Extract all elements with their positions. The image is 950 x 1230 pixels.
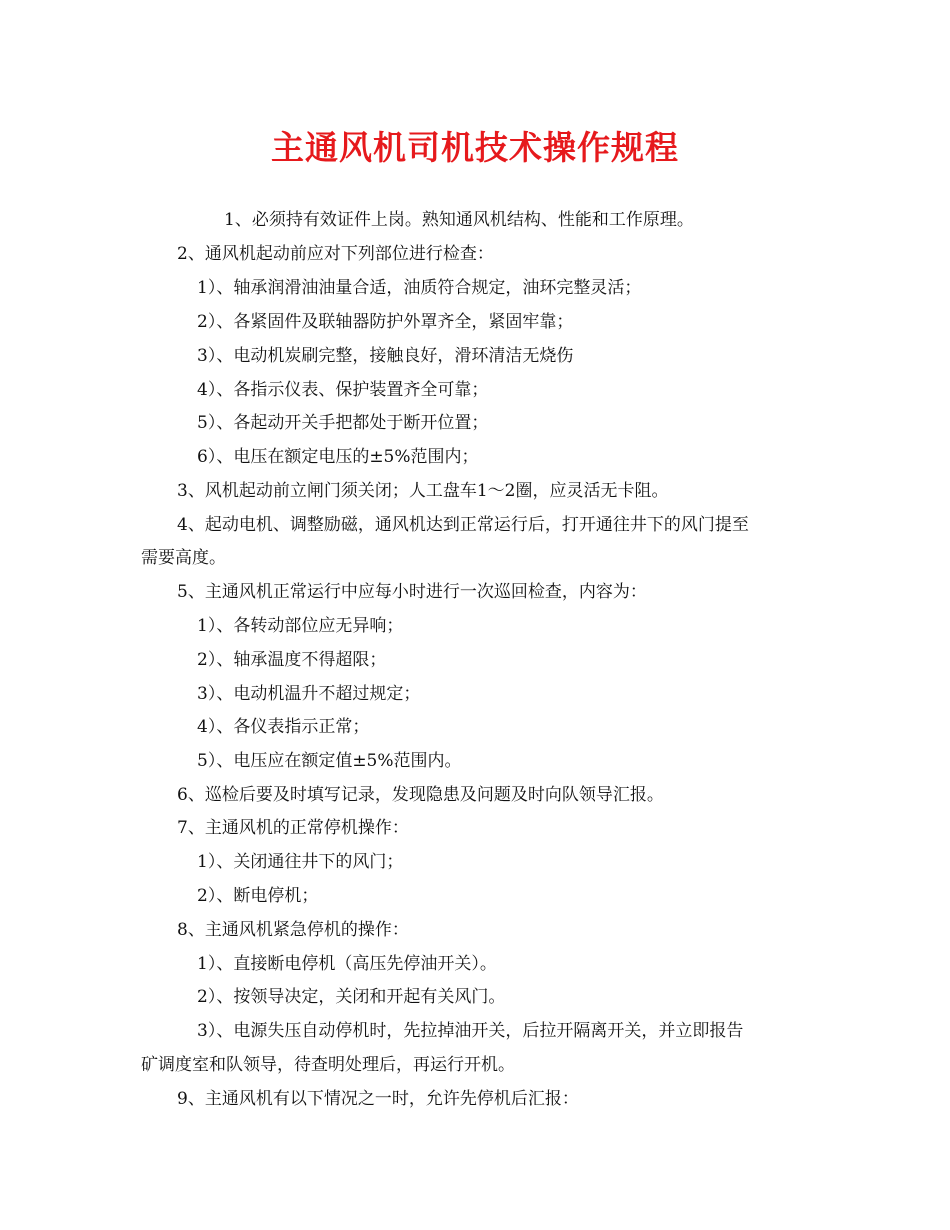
paragraph-line: 2）、断电停机； (197, 886, 319, 906)
paragraph-line: 7、主通风机的正常停机操作： (177, 818, 409, 838)
paragraph-line: 2）、按领导决定，关闭和开起有关风门。 (197, 987, 506, 1007)
paragraph-line: 需要高度。 (141, 548, 226, 568)
paragraph-line: 6、巡检后要及时填写记录，发现隐患及问题及时向队领导汇报。 (177, 785, 664, 805)
paragraph-line: 9、主通风机有以下情况之一时，允许先停机后汇报： (177, 1089, 579, 1109)
paragraph-line: 3、风机起动前立闸门须关闭；人工盘车1～2圈，应灵活无卡阻。 (177, 481, 669, 501)
paragraph-line: 1、必须持有效证件上岗。熟知通风机结构、性能和工作原理。 (224, 210, 694, 230)
paragraph-line: 1）、直接断电停机（高压先停油开关）。 (197, 954, 497, 974)
page-title: 主通风机司机技术操作规程 (271, 128, 679, 167)
paragraph-line: 6）、电压在额定电压的±5%范围内； (197, 447, 479, 467)
paragraph-line: 4、起动电机、调整励磁，通风机达到正常运行后，打开通往井下的风门提至 (177, 515, 749, 535)
paragraph-line: 2）、各紧固件及联轴器防护外罩齐全，紧固牢靠； (197, 312, 574, 332)
paragraph-line: 2）、轴承温度不得超限； (197, 650, 387, 670)
paragraph-line: 4）、各指示仪表、保护装置齐全可靠； (197, 380, 489, 400)
paragraph-line: 4）、各仪表指示正常； (197, 717, 370, 737)
paragraph-line: 1）、轴承润滑油油量合适，油质符合规定，油环完整灵活； (197, 278, 642, 298)
paragraph-line: 5、主通风机正常运行中应每小时进行一次巡回检查，内容为： (177, 582, 647, 602)
paragraph-line: 3）、电动机炭刷完整，接触良好，滑环清洁无烧伤 (197, 346, 574, 366)
paragraph-line: 1）、关闭通往井下的风门； (197, 852, 404, 872)
paragraph-line: 2、通风机起动前应对下列部位进行检查： (177, 244, 494, 264)
paragraph-line: 矿调度室和队领导，待查明处理后，再运行开机。 (141, 1055, 515, 1075)
paragraph-line: 3）、电动机温升不超过规定； (197, 684, 421, 704)
paragraph-line: 3）、电源失压自动停机时，先拉掉油开关，后拉开隔离开关，并立即报告 (197, 1021, 744, 1041)
paragraph-line: 5）、电压应在额定值±5%范围内。 (197, 751, 462, 771)
paragraph-line: 8、主通风机紧急停机的操作： (177, 920, 409, 940)
paragraph-line: 1）、各转动部位应无异响； (197, 616, 404, 636)
paragraph-line: 5）、各起动开关手把都处于断开位置； (197, 413, 489, 433)
